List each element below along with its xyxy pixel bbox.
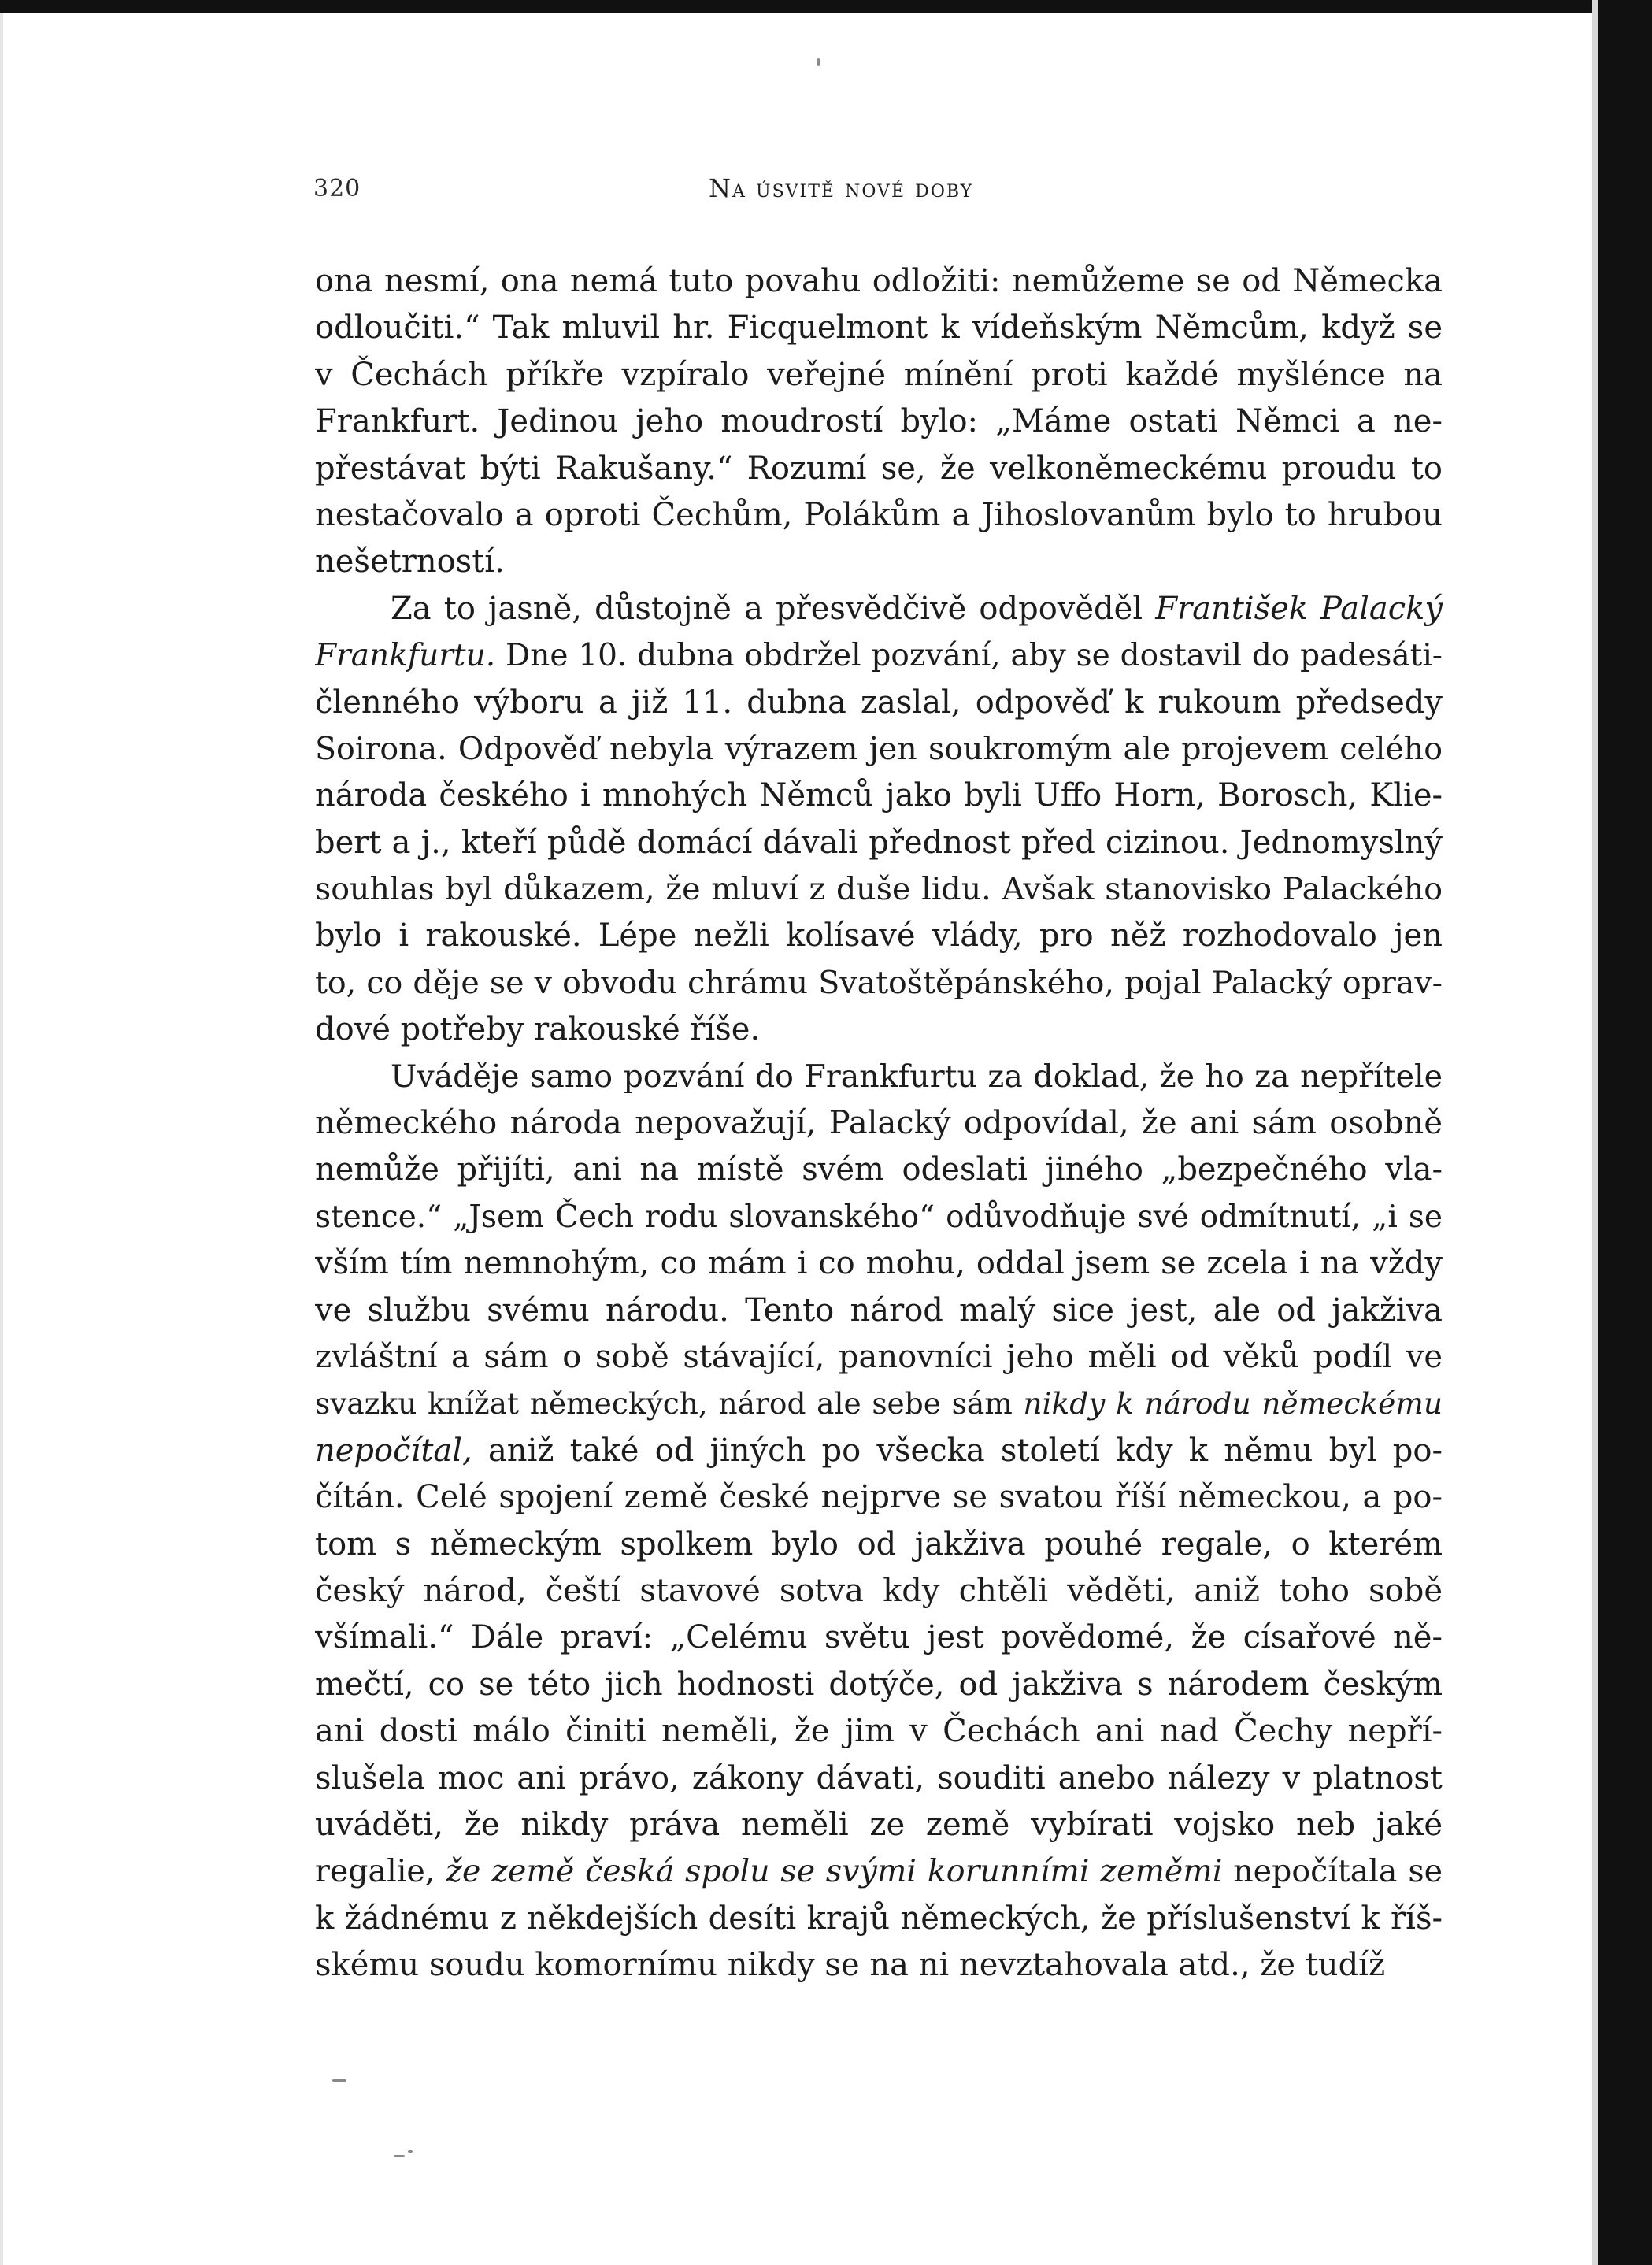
text-segment: bert a j., kteří půdě domácí dávali přednost před cizinou. Jednomyslný [315, 824, 1443, 861]
text-segment: skému soudu komornímu nikdy se na ni nevztahovala atd., že tudíž [315, 1947, 1386, 1984]
text-line [315, 1288, 1443, 1334]
text-segment: německého národa nepovažují, Palacký odpovídal, že ani sám osobně [315, 1105, 1443, 1142]
text-line [315, 305, 1443, 351]
scan-border-right-shadow [1592, 0, 1598, 2265]
text-line [315, 1614, 1443, 1661]
text-segment: dové potřeby rakouské říše. [315, 1011, 761, 1048]
text-line [315, 1942, 1443, 1989]
text-segment: stence.“ „Jsem Čech rodu slovanského“ odůvodňuje své odmítnutí, „i se [315, 1199, 1443, 1235]
text-segment: bylo i rakouské. Lépe nežli kolísavé vlády, pro něž rozhodovalo jen [315, 917, 1443, 955]
text-line [315, 1568, 1443, 1614]
text-line [315, 773, 1443, 819]
text-segment: aniž také od jiných po všecka století kdy k němu byl po- [472, 1432, 1443, 1469]
scan-speck [394, 2155, 405, 2157]
scan-speck [408, 2150, 413, 2153]
text-line [315, 1381, 1443, 1427]
text-line [315, 1240, 1443, 1287]
scan-speck [332, 2079, 346, 2082]
text-segment: členného výboru a již 11. dubna zaslal, odpověď k rukoum předsedy [315, 684, 1443, 721]
text-segment: k žádnému z někdejších desíti krajů německých, že příslušenství k říš- [315, 1900, 1443, 1937]
text-segment: český národ, čeští stavové sotva kdy chtěli věděti, aniž toho sobě [315, 1572, 1443, 1609]
text-segment: mečtí, co se této jich hodnosti dotýče, od jakživa s národem českým [315, 1666, 1443, 1703]
text-line [315, 492, 1443, 539]
text-segment: uváděti, že nikdy práva neměli ze země vybírati vojsko neb jaké [315, 1806, 1443, 1843]
text-segment: tom s německým spolkem bylo od jakživa pouhé regale, o kterém [315, 1525, 1443, 1563]
text-segment: všímali.“ Dále praví: „Celému světu jest povědomé, že císařové ně- [315, 1619, 1443, 1656]
body-text [315, 258, 1443, 1989]
scan-border-right [1598, 0, 1652, 2265]
text-segment: slušela moc ani právo, zákony dávati, souditi anebo nálezy v platnost [315, 1759, 1443, 1796]
scan-border-left [0, 13, 3, 2265]
text-segment: Uváděje samo pozvání do Frankfurtu za doklad, že ho za nepřítele [391, 1058, 1443, 1095]
text-segment: národa českého i mnohých Němců jako byli Uffo Horn, Borosch, Klie- [315, 777, 1443, 814]
text-segment: nestačovalo a oproti Čechům, Polákům a Jihoslovanům bylo to hrubou [315, 496, 1443, 533]
text-line [315, 1334, 1443, 1381]
text-line [315, 820, 1443, 866]
text-line [315, 1147, 1443, 1193]
text-segment: to, co děje se v obvodu chrámu Svatoštěpánského, pojal Palacký oprav- [315, 964, 1443, 1001]
text-line [315, 539, 1443, 585]
text-segment: ve službu svému národu. Tento národ malý sice jest, ale od jakživa [315, 1292, 1443, 1329]
page-number: 320 [313, 175, 361, 202]
text-line [315, 1755, 1443, 1802]
text-line [315, 1006, 1443, 1053]
text-line [315, 632, 1443, 679]
text-segment: Soirona. Odpověď nebyla výrazem jen soukromým ale projevem celého [315, 730, 1443, 767]
text-line [315, 1100, 1443, 1147]
text-segment: čítán. Celé spojení země české nejprve se svatou říší německou, a po- [315, 1479, 1443, 1516]
text-segment: vším tím nemnohým, co mám i co mohu, oddal jsem se zcela i na vždy [315, 1245, 1443, 1282]
text-segment: odloučiti.“ Tak mluvil hr. Ficquelmont k vídeňským Němcům, když se [315, 310, 1443, 347]
text-line [315, 726, 1443, 773]
text-line [315, 1662, 1443, 1708]
text-line [315, 1194, 1443, 1240]
text-segment: svazku knížat německých, národ ale sebe sám [315, 1386, 1024, 1422]
text-line [315, 258, 1443, 305]
scan-speck [817, 58, 820, 66]
text-segment: regalie, [315, 1853, 446, 1890]
text-line [315, 352, 1443, 399]
text-line [315, 1848, 1443, 1895]
text-line [315, 866, 1443, 913]
text-segment: zvláštní a sám o sobě stávající, panovníci jeho měli od věků podíl ve [315, 1338, 1443, 1375]
text-segment: ona nesmí, ona nemá tuto povahu odložiti: nemůžeme se od Německa [315, 263, 1443, 299]
text-line [315, 586, 1443, 632]
italic-segment: Frankfurtu. [315, 638, 496, 674]
text-line [315, 446, 1443, 492]
text-segment: nešetrností. [315, 543, 505, 580]
text-line [315, 1896, 1443, 1942]
text-segment: přestávat býti Rakušany.“ Rozumí se, že velkoněmeckému proudu to [315, 450, 1443, 487]
text-line [315, 1802, 1443, 1848]
text-line [315, 399, 1443, 445]
text-line [315, 913, 1443, 959]
text-segment: nemůže přijíti, ani na místě svém odeslati jiného „bezpečného vla- [315, 1151, 1443, 1188]
italic-segment: František Palacký [1155, 590, 1443, 627]
text-line [315, 1708, 1443, 1755]
text-segment: Frankfurt. Jedinou jeho moudrostí bylo: „Máme ostati Němci a ne- [315, 403, 1443, 440]
text-segment: v Čechách příkře vzpíralo veřejné mínění proti každé myšlénce na [315, 356, 1443, 393]
text-segment: Za to jasně, důstojně a přesvědčivě odpověděl [391, 590, 1156, 627]
scan-border-top [0, 0, 1652, 13]
text-segment: souhlas byl důkazem, že mluví z duše lidu. Avšak stanovisko Palackého [315, 871, 1443, 908]
italic-segment: že země česká spolu se svými korunními zeměmi [446, 1853, 1223, 1890]
italic-segment: nikdy k národu německému [1023, 1386, 1443, 1422]
text-line [315, 1474, 1443, 1521]
text-segment: nepočítala se [1222, 1853, 1443, 1890]
text-line [315, 680, 1443, 726]
text-segment: ani dosti málo činiti neměli, že jim v Čechách ani nad Čechy nepří- [315, 1713, 1443, 1750]
running-head: Na úsvitě nové doby [709, 173, 974, 203]
text-segment: Dne 10. dubna obdržel pozvání, aby se dostavil do padesáti- [495, 638, 1443, 674]
text-line [315, 960, 1443, 1006]
text-line [315, 1522, 1443, 1568]
text-line [315, 1054, 1443, 1100]
italic-segment: nepočítal, [315, 1432, 472, 1469]
text-line [315, 1428, 1443, 1474]
